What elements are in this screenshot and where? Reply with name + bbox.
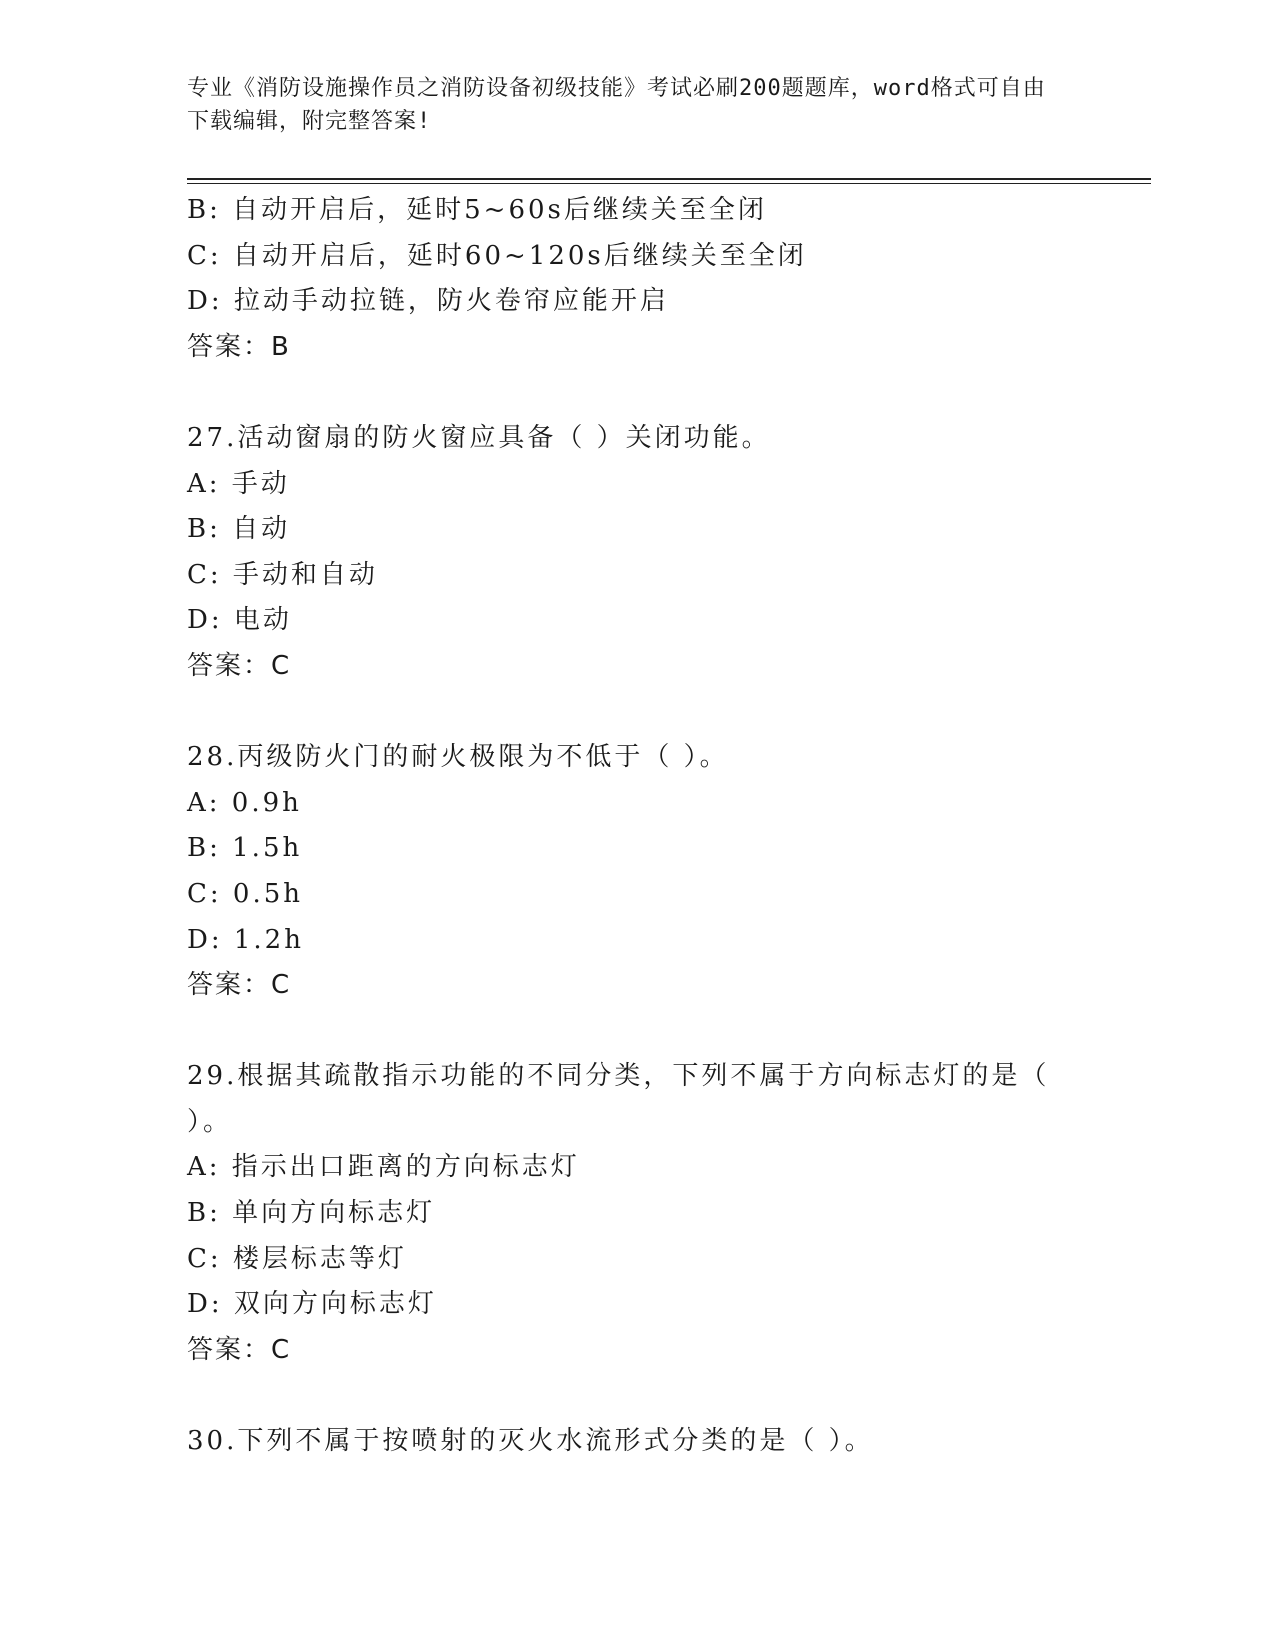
- question-stem: 29.根据其疏散指示功能的不同分类，下列不属于方向标志灯的是（ ）。: [187, 1061, 1050, 1137]
- spacer: [187, 370, 1067, 416]
- question-stem: 30.下列不属于按喷射的灭火水流形式分类的是（ ）。: [187, 1426, 874, 1457]
- answer-line: 答案：B: [187, 331, 291, 362]
- option-c: C: 0.5h: [187, 878, 304, 909]
- question-29: [187, 1054, 1067, 1373]
- option-a: A: 指示出口距离的方向标志灯: [187, 1152, 580, 1183]
- option-d: D: 双向方向标志灯: [187, 1289, 437, 1320]
- option-b: B: 单向方向标志灯: [187, 1198, 436, 1229]
- option-d: D: 1.2h: [187, 924, 304, 955]
- answer-line: 答案：C: [187, 650, 292, 681]
- option-d: D: 拉动手动拉链，防火卷帘应能开启: [187, 286, 669, 317]
- answer-line: 答案：C: [187, 970, 292, 1001]
- question-list: [187, 188, 1067, 1465]
- answer-line: 答案：C: [187, 1334, 292, 1365]
- spacer: [187, 1373, 1067, 1419]
- option-d: D: 电动: [187, 605, 292, 636]
- spacer: [187, 690, 1067, 736]
- option-c: C: 自动开启后，延时60~120s后继续关至全闭: [187, 240, 807, 271]
- question-stem: 27.活动窗扇的防火窗应具备（ ）关闭功能。: [187, 422, 771, 453]
- question-26-continued: [187, 188, 1067, 370]
- page-header: 专业《消防设施操作员之消防设备初级技能》考试必刷200题题库，word格式可自由下载编辑，附完整答案!: [187, 76, 1046, 134]
- option-a: A: 0.9h: [187, 787, 302, 818]
- question-28: [187, 735, 1067, 1009]
- spacer: [187, 1009, 1067, 1055]
- option-b: B: 自动开启后，延时5~60s后继续关至全闭: [187, 195, 767, 225]
- option-b: B: 自动: [187, 514, 291, 545]
- option-a: A: 手动: [187, 468, 290, 499]
- header-divider-thin: [187, 183, 1151, 184]
- question-30: [187, 1419, 1067, 1465]
- header-divider: [187, 178, 1151, 180]
- question-stem: 28.丙级防火门的耐火极限为不低于（ ）。: [187, 742, 729, 773]
- option-c: C: 楼层标志等灯: [187, 1243, 407, 1274]
- option-c: C: 手动和自动: [187, 559, 378, 590]
- question-27: [187, 416, 1067, 690]
- option-b: B: 1.5h: [187, 833, 303, 864]
